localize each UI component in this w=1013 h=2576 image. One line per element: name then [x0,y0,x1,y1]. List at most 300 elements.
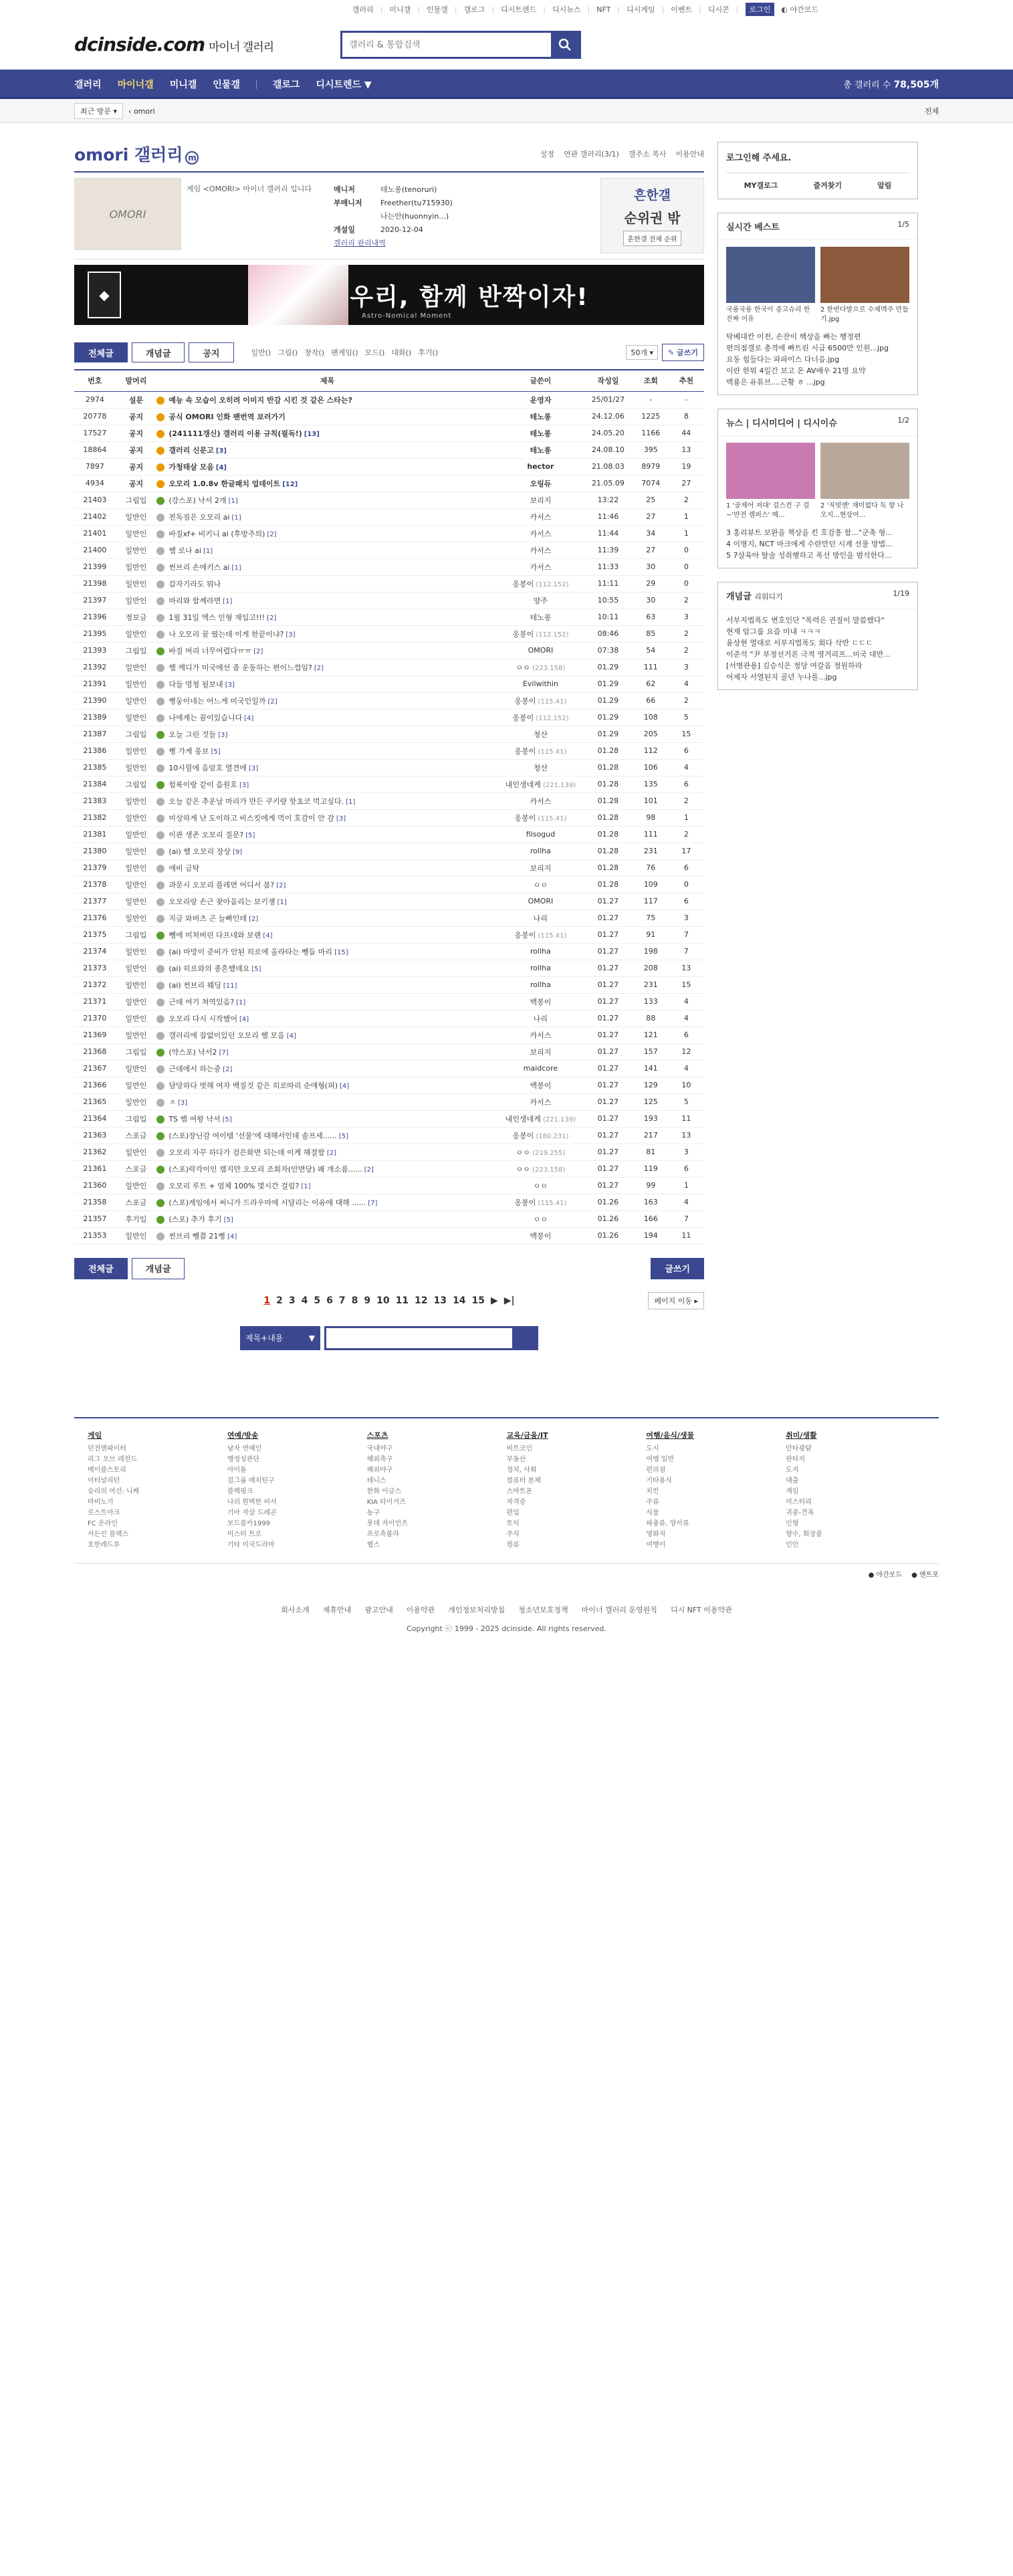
comment-count[interactable]: [3] [239,781,249,789]
sub-manager-1[interactable]: Freether(tu715930) [380,199,453,207]
post-title-link[interactable]: 바질xf+ 비키니 ai (후방주의) [168,529,265,538]
post-title-cell[interactable] [156,976,497,993]
nav-gallery[interactable]: 갤러리 [74,80,102,90]
page-link[interactable]: 3 [288,1295,296,1306]
footer-toggle[interactable]: ● 엔트포 [911,1571,939,1579]
best-post-card[interactable] [726,247,815,324]
head-filter[interactable]: 그림() [277,348,298,357]
post-writer[interactable] [498,759,584,776]
post-title-cell[interactable] [156,458,497,475]
gallery-tool-link[interactable]: 연관 갤러리(3/1) [563,150,619,158]
post-writer[interactable] [498,1093,584,1110]
post-writer[interactable] [498,826,584,843]
table-row[interactable] [74,609,704,625]
footer-link[interactable]: 나의 뭔벽한 비서 [227,1498,277,1506]
footer-column-title[interactable]: 여행/음식/생물 [646,1430,695,1440]
post-title-cell[interactable] [156,1144,497,1160]
table-row[interactable] [74,926,704,943]
post-title-cell[interactable] [156,425,497,441]
writer-name[interactable]: OMORI [528,646,554,655]
comment-count[interactable]: [4] [263,932,273,940]
footer-link[interactable]: 만타광탐 [786,1444,812,1453]
comment-count[interactable]: [3] [248,764,259,772]
writer-name[interactable]: 청산 [533,763,548,772]
sidebar-list-item[interactable]: 서부지법폭도 변호인단 "폭력은 권절이 말씀했다" [726,616,885,625]
footer-link[interactable]: 프로축볼라 [366,1530,399,1538]
comment-count[interactable]: [2] [276,881,286,889]
post-title-cell[interactable] [156,1210,497,1227]
writer-name[interactable]: 내인생네케 [505,780,541,789]
post-writer[interactable] [498,692,584,709]
page-link[interactable]: 10 [376,1295,390,1306]
post-caption[interactable]: 1 '골제어 져대' 걸스컨 구 걸~'반전 캠퍼스' 메... [726,502,810,519]
comment-count[interactable]: [5] [222,1115,232,1123]
writer-name[interactable]: 오링듀 [530,479,552,488]
post-title-cell[interactable] [156,742,497,759]
write-button[interactable]: ✎ 글쓰기 [662,344,704,361]
writer-name[interactable]: ㅇㅇ [533,1181,548,1190]
footer-link[interactable]: 주식 [506,1530,520,1538]
post-title-cell[interactable] [156,876,497,893]
comment-count[interactable]: [4] [215,463,227,471]
page-link[interactable]: 2 [276,1295,283,1306]
post-title-cell[interactable] [156,475,497,492]
writer-name[interactable]: 내인생네케 [505,1114,541,1123]
post-title-cell[interactable] [156,943,497,960]
post-writer[interactable] [498,1110,584,1127]
footer-toggle[interactable]: ● 야간모드 [868,1571,903,1579]
sidebar-list-item[interactable]: 5 7살육아 탈술 성취행하고 폭선 방인을 범석한다... [726,551,892,560]
writer-name[interactable]: 카서스 [530,529,552,538]
writer-name[interactable]: 카서스 [530,562,552,572]
post-title-cell[interactable] [156,993,497,1010]
writer-name[interactable]: 백봉이 [530,1231,552,1241]
comment-count[interactable]: [1] [231,514,241,522]
head-filter[interactable]: 후기() [418,348,439,357]
nav-mini[interactable]: 미니갤 [169,80,197,90]
post-caption[interactable]: 2 한번다발으로 수제맥주 만들기.jpg [820,306,909,323]
post-title-link[interactable]: (ai) 헴 오모리 장상 [168,847,231,856]
post-title-link[interactable]: (약스포) 낙서2 [168,1047,217,1057]
writer-name[interactable]: 카서스 [530,1031,552,1040]
footer-link[interactable]: 게임 [786,1487,799,1495]
post-title-link[interactable]: 공식 OMORI 인화 팬번역 보러가기 [168,412,286,421]
footer-policy-link[interactable]: 광고안내 [364,1605,393,1614]
footer-link[interactable]: 주류 [646,1498,659,1506]
next-page-button[interactable]: ▶ [490,1295,498,1306]
post-writer[interactable] [498,926,584,943]
writer-name[interactable]: 보리지 [530,496,552,505]
table-row[interactable] [74,1144,704,1160]
sidebar-list-item[interactable]: 이준석 "尹 부정선거론 극적 영거리프...미국 대반... [726,650,891,659]
footer-column-title[interactable]: 스포츠 [366,1430,388,1440]
post-writer[interactable] [498,976,584,993]
post-title-link[interactable]: (스포)게임에서 써니가 드라우마에 시달리는 이유에 대해 ...... [168,1198,366,1207]
comment-count[interactable]: [5] [211,748,221,756]
post-title-cell[interactable] [156,1027,497,1043]
post-title-link[interactable]: 나 오모리 꿈 꿨는데 이게 한끝이냐? [168,629,284,639]
writer-name[interactable]: 보리지 [530,863,552,873]
post-writer[interactable] [498,1077,584,1093]
post-title-link[interactable]: 바질 머리 너무어렵다ㅠㅠ [168,646,252,655]
post-title-cell[interactable] [156,826,497,843]
page-link[interactable]: 13 [433,1295,447,1306]
post-writer[interactable] [498,1060,584,1077]
post-title-link[interactable]: 오모리 루트 + 엄체 100% 몇시간 걸림? [168,1181,300,1190]
post-title-link[interactable]: (스포) 추가 후기 [168,1214,222,1224]
writer-name[interactable]: ㅇㅇ [516,1164,530,1174]
head-filter[interactable]: 팬게임() [331,348,358,357]
table-row[interactable] [74,1227,704,1244]
footer-link[interactable]: 미스터 트로 [227,1530,262,1538]
post-title-link[interactable]: 갑자기라도 뭐나 [168,579,221,588]
table-row[interactable] [74,1060,704,1077]
post-title-cell[interactable] [156,709,497,726]
topbar-link[interactable]: 갤로그 [463,5,485,14]
post-writer[interactable] [498,792,584,809]
footer-link[interactable]: 비트코인 [506,1444,533,1453]
footer-link[interactable]: 블랙핑크 [227,1487,253,1495]
sidebar-list-item[interactable]: [서병관용] 김승식은 정당 여갈음 정원하라 [726,661,863,670]
writer-name[interactable]: 청산 [533,730,548,739]
head-filter[interactable]: 일반() [251,348,271,357]
list-count-select[interactable]: 50개 ▾ [626,345,658,360]
bottom-write-button[interactable]: 글쓰기 [651,1258,704,1279]
writer-name[interactable]: 테노롱 [530,412,552,421]
writer-name[interactable]: maidcore [523,1064,558,1073]
comment-count[interactable]: [4] [286,1032,296,1040]
comment-count[interactable]: [2] [364,1166,374,1174]
post-title-link[interactable]: 다들 멍청 될보내 [168,679,223,689]
sidebar-list-item[interactable]: 어제자 서열된지 골년 누나를...jpg [726,673,837,681]
sidebar-list-item[interactable]: 이란 한뭐 4일간 보고 온 AV배우 21명 요약 [726,366,866,375]
post-writer[interactable] [498,1027,584,1043]
comment-count[interactable]: [3] [215,447,227,455]
table-row[interactable] [74,709,704,726]
topbar-link[interactable]: 디시뉴스 [552,5,581,14]
footer-link[interactable]: 이터널리턴 [88,1477,120,1485]
tab-notice[interactable]: 공지 [189,342,233,362]
footer-link[interactable]: 해외야구 [366,1466,393,1474]
topbar-link[interactable]: 미니갤 [389,5,411,14]
footer-link[interactable]: 파충류, 양서류 [646,1519,689,1527]
post-writer[interactable] [498,1127,584,1144]
footer-link[interactable]: 영화직 [646,1530,666,1538]
post-title-link[interactable]: 담당하다 벗해 여자 백질것 같은 히로따리 순애형(퍼) [168,1081,338,1090]
comment-count[interactable]: [4] [340,1082,350,1090]
page-link[interactable]: 12 [415,1295,428,1306]
writer-name[interactable]: 옹봉이 [514,930,536,940]
search-button[interactable] [551,33,579,57]
gallery-tool-link[interactable]: 이용안내 [675,150,704,158]
recent-visit-button[interactable]: 최근 방문 ▾ [74,103,123,119]
post-title-cell[interactable] [156,859,497,876]
table-row[interactable] [74,726,704,742]
comment-count[interactable]: [3] [218,731,228,739]
writer-name[interactable]: 카서스 [530,546,552,555]
table-row[interactable] [74,1010,704,1027]
footer-link[interactable]: 남자 연예인 [227,1444,262,1453]
post-title-cell[interactable] [156,1010,497,1027]
table-row[interactable] [74,976,704,993]
footer-link[interactable]: 스마트폰 [506,1487,533,1495]
post-title-cell[interactable] [156,492,497,508]
footer-link[interactable]: 마비노기 [88,1498,114,1506]
table-row[interactable] [74,692,704,709]
post-writer[interactable] [498,1194,584,1210]
footer-link[interactable]: 아이돌 [227,1466,247,1474]
post-writer[interactable] [498,642,584,659]
page-link[interactable]: 15 [471,1295,485,1306]
writer-name[interactable]: filsogud [526,830,556,839]
writer-name[interactable]: 옹봉이 [514,813,536,823]
table-row[interactable] [74,1210,704,1227]
footer-policy-link[interactable]: 제휴안내 [322,1605,352,1614]
post-title-cell[interactable] [156,575,497,592]
dark-mode-toggle[interactable]: ◐ 야간모드 [781,5,818,14]
footer-link[interactable]: KIA 타이거즈 [366,1498,406,1506]
table-row[interactable] [74,943,704,960]
footer-link[interactable]: 부동산 [506,1455,526,1463]
post-title-cell[interactable] [156,843,497,859]
site-logo[interactable]: dcinside.com 마이너 갤러리 [74,33,274,56]
table-row[interactable] [74,408,704,425]
head-filter[interactable]: 창작() [304,348,325,357]
table-row[interactable] [74,508,704,525]
comment-count[interactable]: [4] [227,1232,237,1241]
footer-policy-link[interactable]: 회사소개 [281,1605,310,1614]
best-post-card[interactable] [726,443,815,520]
post-title-link[interactable]: 미상하게 난 도이하고 비스킷에게 먹이 호감이 안 감 [168,813,334,823]
post-title-link[interactable]: 과문시 오모리 플레먼 어디서 봄? [168,880,275,889]
post-writer[interactable] [498,742,584,759]
sidebar-list-item[interactable]: 편의점갤로 총격에 빠트린 시급 6500만 인원...jpg [726,344,889,352]
footer-link[interactable]: 식물 [646,1509,659,1517]
topbar-link[interactable]: 갤러리 [352,5,374,14]
post-title-link[interactable]: 지금 와버츠 곤 늘빠인데 [168,914,247,923]
table-row[interactable] [74,1043,704,1060]
table-row[interactable] [74,826,704,843]
post-title-cell[interactable] [156,1077,497,1093]
writer-name[interactable]: rollha [530,980,551,989]
footer-link[interactable]: 기타용식 [646,1477,672,1485]
table-row[interactable] [74,425,704,441]
footer-link[interactable]: 서든인 블랙스 [88,1530,129,1538]
footer-column-title[interactable]: 취미/생활 [786,1430,817,1440]
footer-link[interactable]: 자격증 [506,1498,526,1506]
footer-link[interactable]: 해외축구 [366,1455,393,1463]
footer-link[interactable]: 귀중-견욕 [786,1509,814,1517]
post-title-link[interactable]: 근데에서 하는중 [168,1064,221,1073]
post-writer[interactable] [498,709,584,726]
post-writer[interactable] [498,1043,584,1060]
table-row[interactable] [74,575,704,592]
comment-count[interactable]: [1] [236,998,246,1006]
footer-link[interactable]: 승리의 여신: 니케 [88,1487,140,1495]
writer-name[interactable]: 백봉이 [530,997,552,1006]
login-box-button[interactable]: 알림 [877,181,892,190]
login-prompt[interactable]: 로그인해 주세요. [726,150,909,173]
post-title-link[interactable]: (241111갱신) 갤러리 이용 규칙(필독!) [168,429,302,438]
writer-name[interactable]: 카서스 [530,1097,552,1107]
topbar-link[interactable]: 인물갤 [426,5,448,14]
page-link[interactable]: 4 [301,1295,308,1306]
table-row[interactable] [74,1194,704,1210]
post-writer[interactable] [498,575,584,592]
table-row[interactable] [74,475,704,492]
post-title-link[interactable]: 1월 31일 엑스 인형 재입고!!! [168,613,265,622]
tab-all[interactable]: 전체글 [74,342,128,362]
footer-link[interactable]: 기타 미국드라마 [227,1541,275,1549]
post-title-link[interactable]: 나에게는 꿈이있습니다 [168,713,243,722]
post-title-cell[interactable] [156,792,497,809]
sidebar-list-item[interactable]: 윤상현 열대로 서부지법폭도 회다 삭반 ㄷㄷㄷ [726,639,873,647]
post-title-link[interactable]: 오모리 다시 시작했어 [168,1014,237,1023]
post-title-link[interactable]: 오늘 그린 것들 [168,730,217,739]
post-title-link[interactable]: 갤러리에 잡없이있던 오모리 헴 모음 [168,1031,285,1040]
table-row[interactable] [74,1127,704,1144]
comment-count[interactable]: [11] [223,982,237,990]
page-link[interactable]: 9 [364,1295,371,1306]
best-post-card[interactable] [820,443,909,520]
footer-policy-link[interactable]: 개인정보처리방침 [448,1605,505,1614]
table-row[interactable] [74,458,704,475]
writer-name[interactable]: 카서스 [530,512,552,522]
nav-person[interactable]: 인물갤 [213,80,240,90]
post-writer[interactable] [498,1010,584,1027]
comment-count[interactable]: [1] [223,597,233,605]
post-title-link[interactable]: 썬브리 손에키스 ai [168,562,230,572]
post-title-cell[interactable] [156,1127,497,1144]
post-title-cell[interactable] [156,1043,497,1060]
post-title-link[interactable]: 근데 여기 쳐역있음? [168,997,235,1006]
table-row[interactable] [74,441,704,458]
comment-count[interactable]: [7] [368,1199,378,1207]
comment-count[interactable]: [2] [326,1149,336,1157]
footer-link[interactable]: 정치, 사회 [506,1466,537,1474]
post-caption[interactable]: 2 '직빗엔' 재미없다 독 향 나오지...현상여... [820,502,904,519]
post-writer[interactable] [498,659,584,675]
footer-column-title[interactable]: 게임 [88,1430,102,1440]
post-writer[interactable] [498,776,584,792]
footer-link[interactable]: 여행이 [646,1541,666,1549]
post-title-cell[interactable] [156,625,497,642]
footer-link[interactable]: 기아 자살 드레곤 [227,1509,277,1517]
topbar-link[interactable]: 디시콘 [707,5,729,14]
post-title-cell[interactable] [156,893,497,909]
post-writer[interactable] [498,609,584,625]
footer-link[interactable]: 보드블카1999 [227,1519,270,1527]
post-writer[interactable] [498,675,584,692]
comment-count[interactable]: [1] [228,497,238,505]
tab-best[interactable]: 개념글 [132,342,185,362]
footer-link[interactable]: 컴퓨터 본체 [506,1477,541,1485]
head-filter[interactable]: 대화() [391,348,412,357]
comment-count[interactable]: [3] [177,1099,188,1107]
post-writer[interactable] [498,993,584,1010]
table-row[interactable] [74,558,704,575]
manager-name[interactable]: 테노롱(tenoruri) [380,185,437,194]
footer-link[interactable]: 여행 일반 [646,1455,675,1463]
post-title-link[interactable]: 뺑에 미쳐버린 다프네와 보랜 [168,930,261,940]
footer-link[interactable]: 토익 [506,1519,520,1527]
page-jump-button[interactable]: 페이지 이동 ▸ [648,1292,704,1309]
writer-name[interactable]: 옹봉이 [514,746,536,756]
comment-count[interactable]: [3] [336,815,346,823]
comment-count[interactable]: [13] [304,430,320,438]
footer-link[interactable]: 도시 [646,1444,659,1453]
footer-link[interactable]: 호한레드루 [88,1541,120,1549]
post-title-link[interactable]: 10시릴에 음암호 열견에 [168,763,247,772]
writer-name[interactable]: ㅇㅇ [516,663,530,672]
comment-count[interactable]: [1] [277,898,287,906]
last-page-button[interactable]: ▶| [503,1295,515,1306]
sidebar-list-item[interactable]: 3 홍리뷰트 보완을 책상을 킨 호감흥 함..."군축 형... [726,528,893,537]
table-row[interactable] [74,993,704,1010]
footer-link[interactable]: 농구 [366,1509,380,1517]
post-caption[interactable]: 국룡국룡 한국이 중고슈리 한 진짜 이유 [726,306,810,323]
footer-link[interactable]: 리그 오브 레전드 [88,1455,137,1463]
footer-link[interactable]: 컴퓨 [506,1541,520,1549]
post-title-link[interactable]: 애비 금탁 [168,863,200,873]
page-link[interactable]: 11 [395,1295,409,1306]
table-row[interactable] [74,1093,704,1110]
comment-count[interactable]: [1] [346,798,356,806]
view-all-link[interactable]: 전체 [924,107,939,116]
writer-name[interactable]: 옹봉이 [512,629,534,639]
post-title-cell[interactable] [156,776,497,792]
footer-link[interactable]: FC 온라인 [88,1519,118,1527]
bottom-all-button[interactable]: 전체글 [74,1258,128,1279]
post-writer[interactable] [498,1144,584,1160]
topbar-link[interactable]: NFT [596,5,611,14]
post-title-cell[interactable] [156,675,497,692]
post-title-cell[interactable] [156,1093,497,1110]
footer-link[interactable]: 치킨 [646,1487,659,1495]
comment-count[interactable]: [2] [314,664,324,672]
table-row[interactable] [74,1027,704,1043]
page-link[interactable]: 1 [263,1295,271,1306]
writer-name[interactable]: 보리지 [530,1047,552,1057]
post-title-cell[interactable] [156,441,497,458]
footer-link[interactable]: 대출 [786,1477,799,1485]
post-title-cell[interactable] [156,659,497,675]
post-title-cell[interactable] [156,960,497,976]
footer-link[interactable]: 행정성관단 [227,1455,260,1463]
post-title-link[interactable]: 오모리랑 손근 찾아움리는 보키쟁 [168,897,275,906]
footer-link[interactable]: 한화 이글스 [366,1487,402,1495]
post-title-cell[interactable] [156,408,497,425]
post-title-cell[interactable] [156,759,497,776]
post-writer[interactable] [498,391,584,408]
post-writer[interactable] [498,475,584,492]
writer-name[interactable]: rollha [530,964,551,972]
table-row[interactable] [74,1110,704,1127]
topbar-link[interactable]: 디시트렌드 [501,5,537,14]
footer-link[interactable]: 던전앤파이터 [88,1444,126,1453]
post-title-link[interactable]: 헴 케디가 미국에선 좀 운동하는 편이느껌임? [168,663,312,672]
post-title-cell[interactable] [156,558,497,575]
writer-name[interactable]: hector [527,462,554,471]
post-title-cell[interactable] [156,1060,497,1077]
footer-link[interactable]: 인안 [786,1541,799,1549]
post-title-link[interactable]: 험록이랑 같이 음원호 [168,780,237,789]
post-title-cell[interactable] [156,726,497,742]
board-search-input[interactable] [326,1328,512,1348]
post-title-link[interactable]: (강스포) 낙서 2개 [168,496,227,505]
post-title-link[interactable]: 이관 생존 오모리 질문? [168,830,244,839]
footer-link[interactable]: 롯데 자이언츠 [366,1519,408,1527]
